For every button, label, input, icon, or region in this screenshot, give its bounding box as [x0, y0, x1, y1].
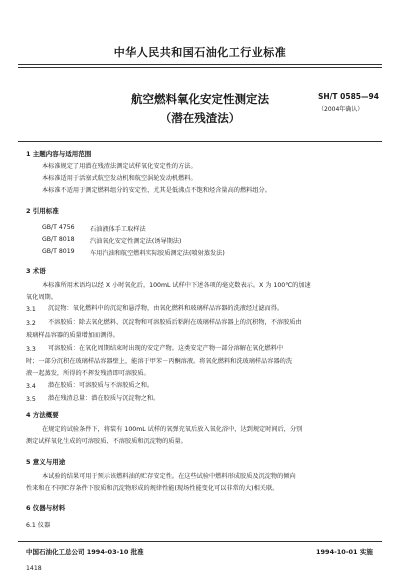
- section-4-line: 测定试样氧化生成的可溶胶质、不溶胶质和沉淀物的质量。: [26, 438, 187, 445]
- subsection-6-1: 6.1 仪器: [26, 522, 51, 529]
- document-subtitle: （潜在残渣法）: [159, 111, 241, 125]
- section-3-intro-line: 氧化周期。: [26, 294, 57, 301]
- section-1-heading: 1 主题内容与适用范围: [26, 150, 92, 158]
- title-rule: [18, 141, 382, 142]
- confirmation-note: （2004年确认）: [318, 106, 364, 113]
- section-1-line: 本标准不适用于测定燃料组分的安定性，尤其是低沸点不饱和烃含量高的燃料组分。: [42, 187, 271, 194]
- term-text: 可溶胶质：在氧化周期结束时出现的安定产物。这类安定产物一部分溶解在氧化燃料中: [48, 345, 284, 352]
- reference-code: GB/T 4756: [42, 224, 75, 231]
- term-number: 3.5: [26, 396, 36, 403]
- section-5-line: 本试验的结果可用于预示该燃料油的贮存安定性。在这些试验中燃料形成胶质及沉淀物的倾向: [42, 473, 296, 480]
- reference-code: GB/T 8018: [42, 236, 75, 243]
- standard-number: SH/T 0585—94: [318, 92, 379, 101]
- term-text: 沉淀物：氧化燃料中的沉淀和悬浮物，由氧化燃料和玻璃样品容器的洗液经过滤而得。: [48, 305, 284, 312]
- term-number: 3.1: [26, 306, 36, 313]
- section-1-line: 本标准适用于活塞式航空发动机和航空涡轮发动机燃料。: [42, 175, 197, 182]
- term-text: 玻璃样品容器的质量增加而测得。: [26, 332, 119, 339]
- section-3-heading: 3 术语: [26, 267, 46, 275]
- section-2-heading: 2 引用标准: [26, 207, 59, 215]
- header-rule-2: [18, 67, 382, 68]
- term-text: 不溶胶质：除去氧化燃料、沉淀物和可溶胶质后粘附在玻璃样品容器上的沉积物，不溶胶质由: [48, 319, 302, 326]
- footer-rule: [18, 541, 382, 542]
- term-text: 潜在胶质：可溶胶质与不溶胶质之和。: [48, 382, 154, 389]
- term-text: 液一起蒸发，所得的不挥发残渣即可溶胶质。: [26, 370, 150, 377]
- issuing-organization: 中华人民共和国石油化工行业标准: [113, 46, 287, 59]
- term-number: 3.4: [26, 383, 36, 390]
- term-text: 时；一部分沉积在玻璃样品容器壁上，能溶于甲苯－丙酮溶液。将氧化燃料和洗玻璃样品容器的洗: [26, 358, 293, 365]
- implementation-date: 1994-10-01 实施: [316, 548, 373, 556]
- section-3-intro-line: 本标准所用术语均以经 X 小时氧化后，100mL 试样中下述各项的毫克数表示。X 为 100℃的加速: [42, 282, 311, 289]
- section-5-heading: 5 意义与用途: [26, 458, 66, 466]
- section-4-line: 在规定的试验条件下，将装有 100mL 试样的氧弹充氧后放入氧化浴中，达到规定时间后，分别: [42, 426, 303, 433]
- section-4-heading: 4 方法概要: [26, 411, 59, 419]
- term-number: 3.3: [26, 346, 36, 353]
- term-text: 潜在残渣总量：潜在胶质与沉淀物之和。: [48, 395, 160, 402]
- approval-line: 中国石油化工总公司 1994-03-10 批准: [26, 548, 144, 556]
- reference-name: 车用汽油和航空燃料实际胶质测定法(喷射蒸发法): [90, 250, 225, 257]
- header-rule: [18, 64, 382, 65]
- page-number: 1418: [26, 565, 42, 572]
- reference-name: 汽油氧化安定性测定法(诱导期法): [90, 238, 182, 245]
- document-title: 航空燃料氧化安定性测定法: [131, 92, 269, 106]
- section-1-line: 本标准规定了用潜在残渣法测定试样氧化安定性的方法。: [42, 163, 197, 170]
- section-5-line: 性来和在不同贮存条件下胶质和沉淀物形成的规律性能(现场性能变化可以非常的大)相关联。: [26, 485, 279, 492]
- reference-name: 石油液体手工取样法: [90, 226, 146, 233]
- reference-code: GB/T 8019: [42, 248, 75, 255]
- term-number: 3.2: [26, 320, 36, 327]
- section-6-heading: 6 仪器与材料: [26, 504, 66, 512]
